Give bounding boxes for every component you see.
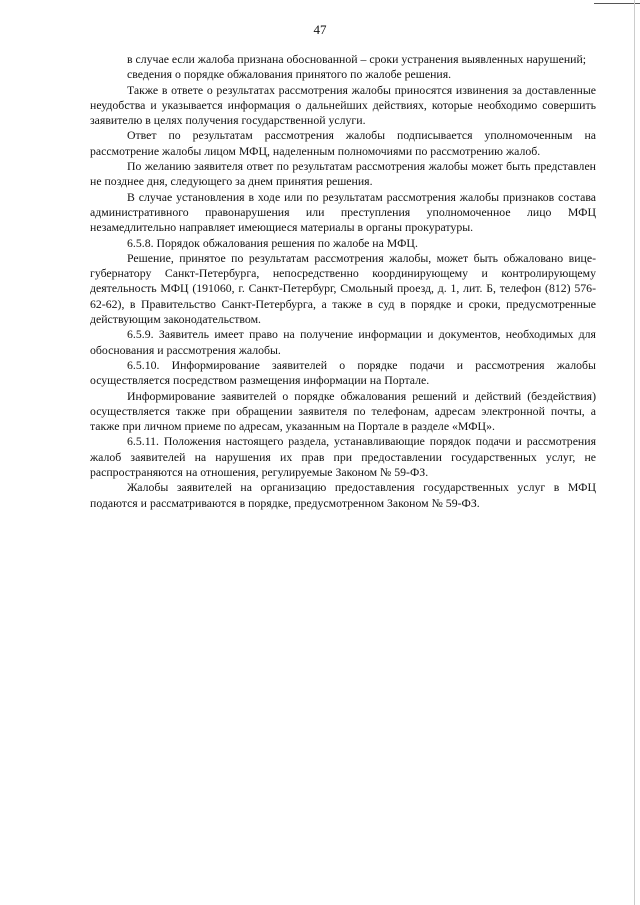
document-body bbox=[90, 52, 596, 511]
body-paragraph: Решение, принятое по результатам рассмотрения жалобы, может быть обжаловано вице-губернатору Санкт-Петербурга, непосредственно координирующему и контролирующему деятельность МФЦ (191060, г. Санкт-Петербург, Смольный проезд, д. 1, лит. Б, телефон (812) 576-62-62), в Правительство Санкт-Петербурга, а также в суд в порядке и сроки, предусмотренные действующим законодательством. bbox=[90, 250, 596, 327]
body-paragraph: Ответ по результатам рассмотрения жалобы подписывается уполномоченным на рассмотрение жалобы лицом МФЦ, наделенным полномочиями по рассмотрению жалоб. bbox=[90, 128, 596, 158]
body-paragraph: Информирование заявителей о порядке обжалования решений и действий (бездействия) осуществляется также при обращении заявителя по телефонам, адресам электронной почты, а также при личном приеме по адресам, указанным на Портале в разделе «МФЦ». bbox=[90, 388, 596, 434]
body-paragraph: По желанию заявителя ответ по результатам рассмотрения жалобы может быть представлен не позднее дня, следующего за днем принятия решения. bbox=[90, 159, 596, 189]
page-number: 47 bbox=[313, 22, 327, 37]
section-paragraph-6-5-9: 6.5.9. Заявитель имеет право на получение информации и документов, необходимых для обоснования и рассмотрения жалобы. bbox=[90, 327, 596, 357]
body-paragraph: В случае установления в ходе или по результатам рассмотрения жалобы признаков состава административного правонарушения или преступления уполномоченное лицо МФЦ незамедлительно направляет имеющиеся материалы в органы прокуратуры. bbox=[90, 189, 596, 235]
section-paragraph-6-5-11: 6.5.11. Положения настоящего раздела, устанавливающие порядок подачи и рассмотрения жалоб заявителей на нарушения их прав при предоставлении государственных услуг, не распространяются на отношения, регулируемые Законом № 59-ФЗ. bbox=[90, 434, 596, 480]
body-paragraph: в случае если жалоба признана обоснованной – сроки устранения выявленных нарушений; bbox=[127, 52, 587, 66]
section-paragraph-6-5-10: 6.5.10. Информирование заявителей о порядке подачи и рассмотрения жалобы осуществляется посредством размещения информации на Портале. bbox=[90, 357, 596, 388]
page-edge-line bbox=[634, 0, 635, 905]
body-paragraph: сведения о порядке обжалования принятого по жалобе решения. bbox=[127, 67, 452, 82]
body-paragraph: Жалобы заявителей на организацию предоставления государственных услуг в МФЦ подаются и рассматриваются в порядке, предусмотренном Законом № 59-ФЗ. bbox=[90, 480, 596, 510]
section-heading-6-5-8: 6.5.8. Порядок обжалования решения по жалобе на МФЦ. bbox=[127, 235, 418, 250]
body-paragraph: Также в ответе о результатах рассмотрения жалобы приносятся извинения за доставленные неудобства и указывается информация о дальнейших действиях, которые необходимо совершить заявителю в целях получения государственной услуги. bbox=[90, 82, 596, 128]
